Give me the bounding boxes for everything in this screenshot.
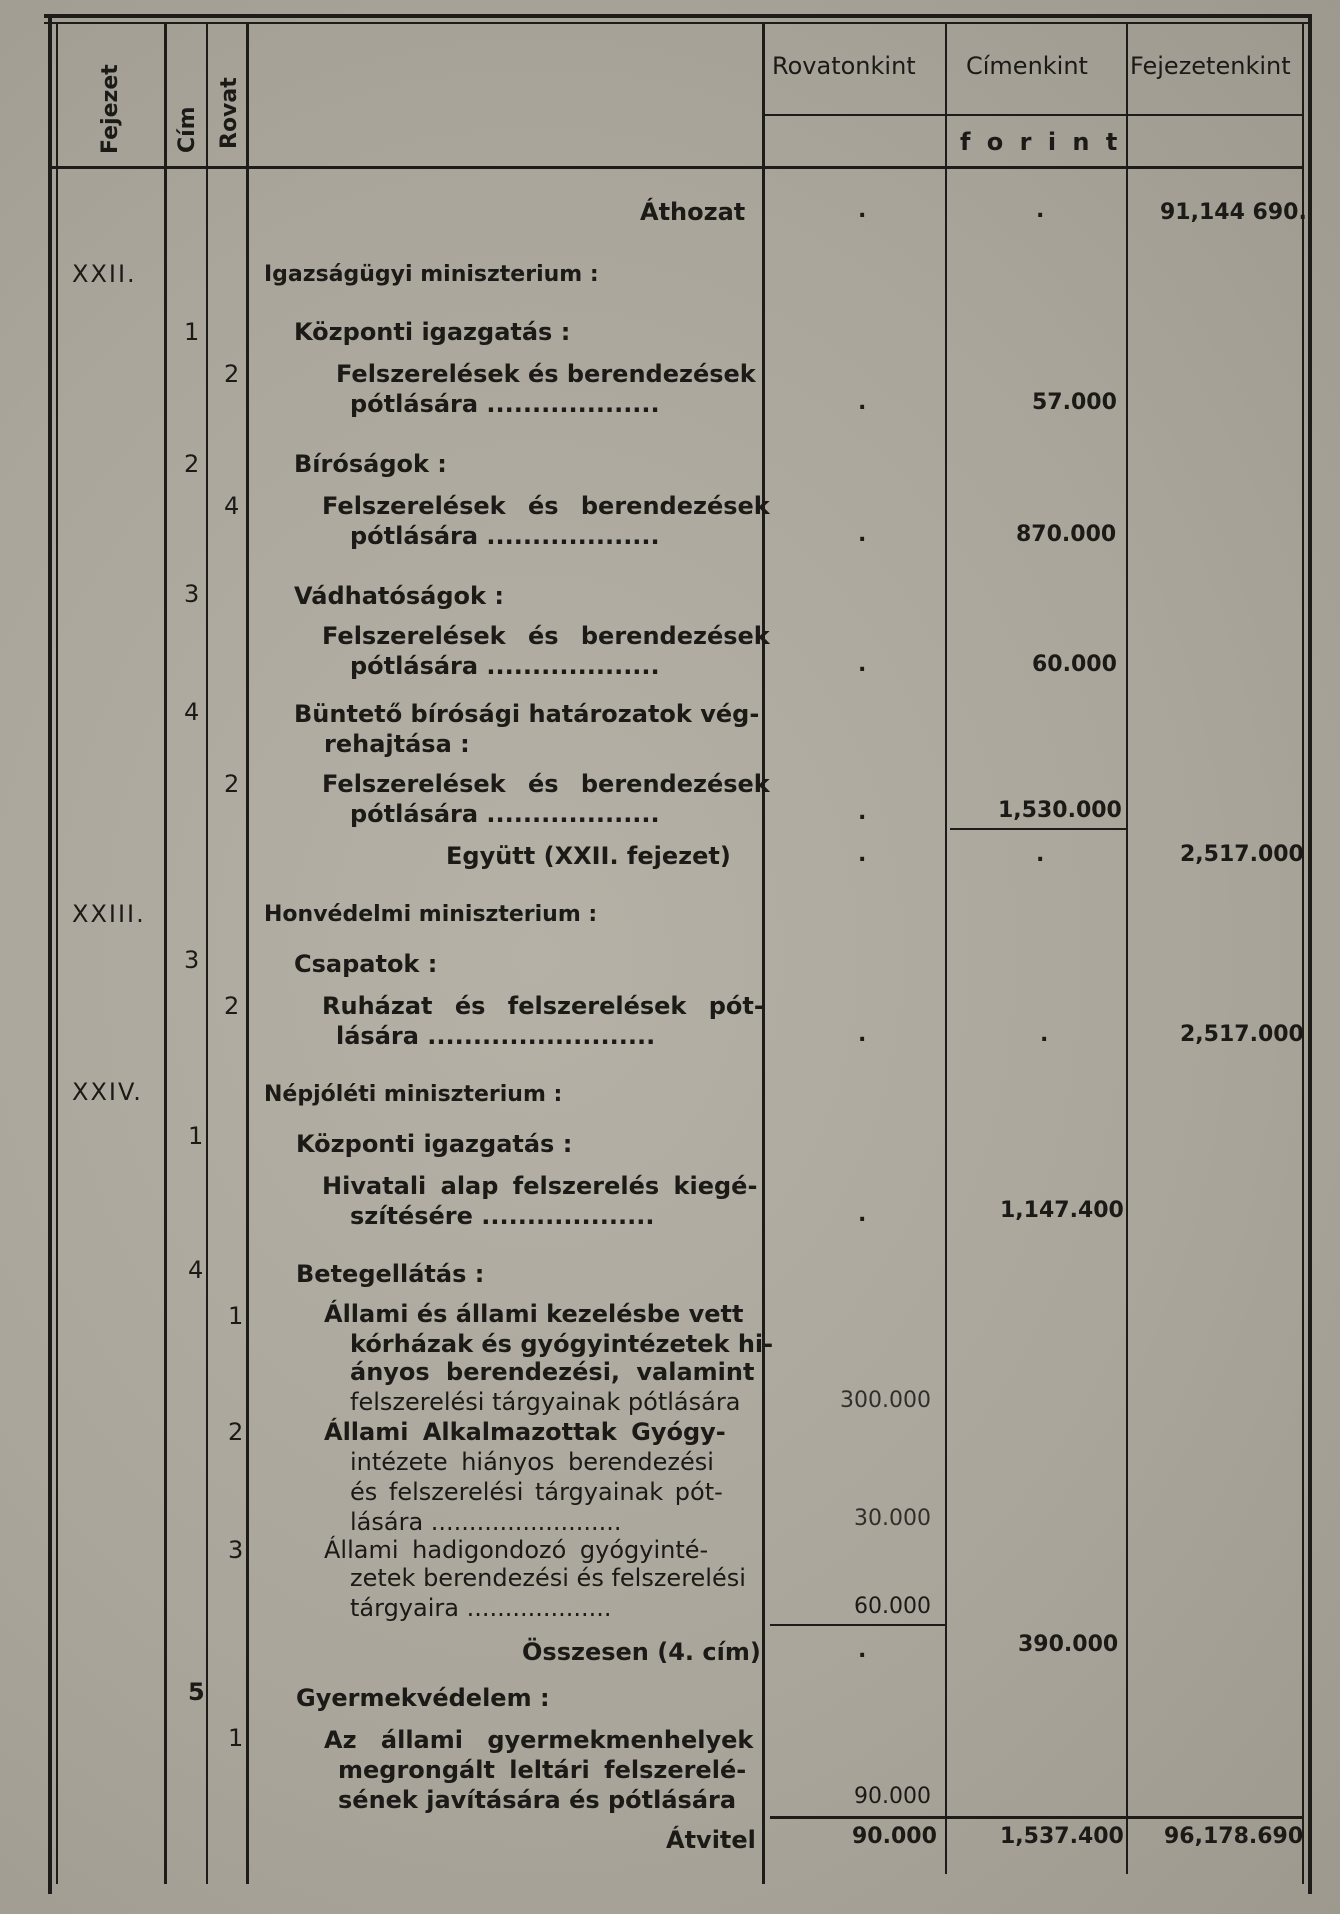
- atvitel-cim: 1,537.400: [1000, 1824, 1124, 1849]
- item-allami-2b: intézete hiányos berendezési: [350, 1448, 714, 1476]
- dot-ruhazat-rovat: .: [858, 1022, 867, 1047]
- header-fejezet: Fejezet: [98, 64, 123, 154]
- athozat-label: Áthozat: [640, 198, 746, 226]
- item-ruhazat-1: Ruházat és felszerelések pót-: [322, 992, 764, 1020]
- left-border: [48, 14, 52, 1894]
- athozat-dot-cim: .: [1036, 198, 1045, 223]
- amount-57000: 57.000: [1032, 390, 1117, 415]
- item-gyermek-3: sének javítására és pótlására: [338, 1786, 737, 1814]
- item-allami-2d: lására .........................: [350, 1508, 622, 1536]
- col-divider-cimenkint: [1126, 24, 1128, 1874]
- item-allami-1d: felszerelési tárgyainak pótlására: [350, 1388, 741, 1416]
- item-allami-1b: kórházak és gyógyintézetek hi-: [350, 1330, 774, 1358]
- col-divider-text: [762, 24, 765, 1884]
- header-bottom-line: [52, 166, 1304, 169]
- top-border-inner: [44, 22, 1312, 24]
- header-unit: f o r i n t: [960, 128, 1122, 156]
- amount-1530000: 1,530.000: [998, 798, 1122, 823]
- amount-60000: 60.000: [1032, 652, 1117, 677]
- chapter-xxii-title: Igazságügyi miniszterium :: [264, 262, 599, 287]
- item-allami-3b: zetek berendezési és felszerelési: [350, 1564, 746, 1592]
- item-potlasara-d: pótlására ...................: [350, 800, 660, 828]
- item-allami-2a: Állami Alkalmazottak Gyógy-: [324, 1418, 726, 1446]
- cim-1-title: Központi igazgatás :: [294, 318, 571, 346]
- chapter-xxiv-title: Népjóléti miniszterium :: [264, 1082, 563, 1107]
- col-divider-cim: [206, 24, 208, 1884]
- item-gyermek-2: megrongált leltári felszerelé-: [338, 1756, 747, 1784]
- athozat-dot-rovat: .: [858, 198, 867, 223]
- item-potlasara-c: pótlására ...................: [350, 652, 660, 680]
- item-felsz-d: Felszerelések és berendezések: [322, 770, 770, 798]
- atvitel-label: Átvitel: [666, 1826, 756, 1854]
- amount-390000: 390.000: [1018, 1632, 1119, 1657]
- cim-4b-title: Betegellátás :: [296, 1260, 485, 1288]
- amount-30000: 30.000: [854, 1506, 931, 1531]
- right-border-inner: [1302, 24, 1304, 1884]
- dot-d: .: [858, 800, 867, 825]
- rovat-2: 2: [224, 360, 240, 388]
- cim-3: 3: [184, 580, 200, 608]
- cim-3-title: Vádhatóságok :: [294, 582, 504, 610]
- atvitel-rovat: 90.000: [852, 1824, 937, 1849]
- amount-2517000: 2,517.000: [1180, 842, 1304, 867]
- cim-4-title-1: Büntető bírósági határozatok vég-: [294, 700, 760, 728]
- cim-5: 5: [188, 1678, 205, 1706]
- dot-egyutt-cim: .: [1036, 842, 1045, 867]
- cim-3b-title: Csapatok :: [294, 950, 438, 978]
- cim-4: 4: [184, 698, 200, 726]
- col-divider-rovatonkint: [945, 24, 947, 1874]
- cim-1b: 1: [188, 1122, 204, 1150]
- chapter-xxiv: XXIV.: [72, 1078, 143, 1106]
- cim-5-title: Gyermekvédelem :: [296, 1684, 550, 1712]
- subtotal-line-22: [950, 828, 1126, 830]
- cim-1: 1: [184, 318, 200, 346]
- dot-a: .: [858, 390, 867, 415]
- dot-egyutt-rovat: .: [858, 842, 867, 867]
- left-border-inner: [56, 24, 58, 1884]
- cim-2-title: Bíróságok :: [294, 450, 447, 478]
- item-allami-2c: és felszerelési tárgyainak pót-: [350, 1478, 723, 1506]
- cim-3b: 3: [184, 946, 200, 974]
- dot-b: .: [858, 522, 867, 547]
- rovat-3: 3: [228, 1536, 244, 1564]
- subtotal-line-4: [770, 1624, 946, 1626]
- atvitel-fejezet: 96,178.690: [1164, 1824, 1304, 1849]
- rovat-2c: 2: [224, 992, 240, 1020]
- rovat-1b: 1: [228, 1724, 244, 1752]
- dot-ruhazat-cim: .: [1040, 1022, 1049, 1047]
- cim-4-title-2: rehajtása :: [324, 730, 470, 758]
- header-cim: Cím: [175, 106, 200, 153]
- item-gyermek-1: Az állami gyermekmenhelyek: [324, 1726, 754, 1754]
- item-ruhazat-2: lására .........................: [336, 1022, 656, 1050]
- header-rovatonkint: Rovatonkint: [772, 52, 916, 80]
- top-border: [44, 14, 1312, 18]
- header-cimenkint: Címenkint: [966, 52, 1088, 80]
- chapter-xxiii-title: Honvédelmi miniszterium :: [264, 902, 598, 927]
- chapter-xxiii: XXIII.: [72, 900, 146, 928]
- osszesen-label: Összesen (4. cím): [522, 1638, 761, 1666]
- item-hivatali-1: Hivatali alap felszerelés kiegé-: [322, 1172, 758, 1200]
- header-rovat: Rovat: [217, 77, 242, 149]
- amount-300000: 300.000: [840, 1388, 931, 1413]
- item-allami-3c: tárgyaira ...................: [350, 1594, 612, 1622]
- item-felsz-b: Felszerelések és berendezések: [322, 492, 770, 520]
- right-border: [1308, 14, 1312, 1894]
- rovat-4: 4: [224, 492, 240, 520]
- header-sub-line: [762, 114, 1304, 116]
- item-allami-1c: ányos berendezési, valamint: [350, 1358, 755, 1386]
- rovat-2d: 2: [228, 1418, 244, 1446]
- item-felsz-c: Felszerelések és berendezések: [322, 622, 770, 650]
- item-potlasara-a: pótlására ...................: [350, 390, 660, 418]
- col-divider-fejezet: [164, 24, 167, 1884]
- dot-hivatali: .: [858, 1202, 867, 1227]
- col-divider-rovat: [246, 24, 249, 1884]
- amount-870000: 870.000: [1016, 522, 1117, 547]
- amount-2517000b: 2,517.000: [1180, 1022, 1304, 1047]
- cim-4b: 4: [188, 1256, 204, 1284]
- rovat-1: 1: [228, 1302, 244, 1330]
- athozat-fejezet: 91,144 690.: [1160, 200, 1307, 225]
- cim-1b-title: Központi igazgatás :: [296, 1130, 573, 1158]
- chapter-xxii: XXII.: [72, 260, 137, 288]
- item-allami-1a: Állami és állami kezelésbe vett: [324, 1300, 744, 1328]
- rovat-2b: 2: [224, 770, 240, 798]
- item-felsz-a: Felszerelések és berendezések: [336, 360, 756, 388]
- item-hivatali-2: szítésére ...................: [350, 1202, 655, 1230]
- amount-60000b: 60.000: [854, 1594, 931, 1619]
- dot-c: .: [858, 652, 867, 677]
- header-fejezetenkint: Fejezetenkint: [1130, 52, 1291, 80]
- item-potlasara-b: pótlására ...................: [350, 522, 660, 550]
- egyutt-label: Együtt (XXII. fejezet): [446, 842, 731, 870]
- amount-90000: 90.000: [854, 1784, 931, 1809]
- item-allami-3a: Állami hadigondozó gyógyinté-: [324, 1536, 709, 1564]
- carry-line: [770, 1816, 1304, 1819]
- cim-2: 2: [184, 450, 200, 478]
- amount-1147400: 1,147.400: [1000, 1198, 1124, 1223]
- dot-osszesen: .: [858, 1638, 867, 1663]
